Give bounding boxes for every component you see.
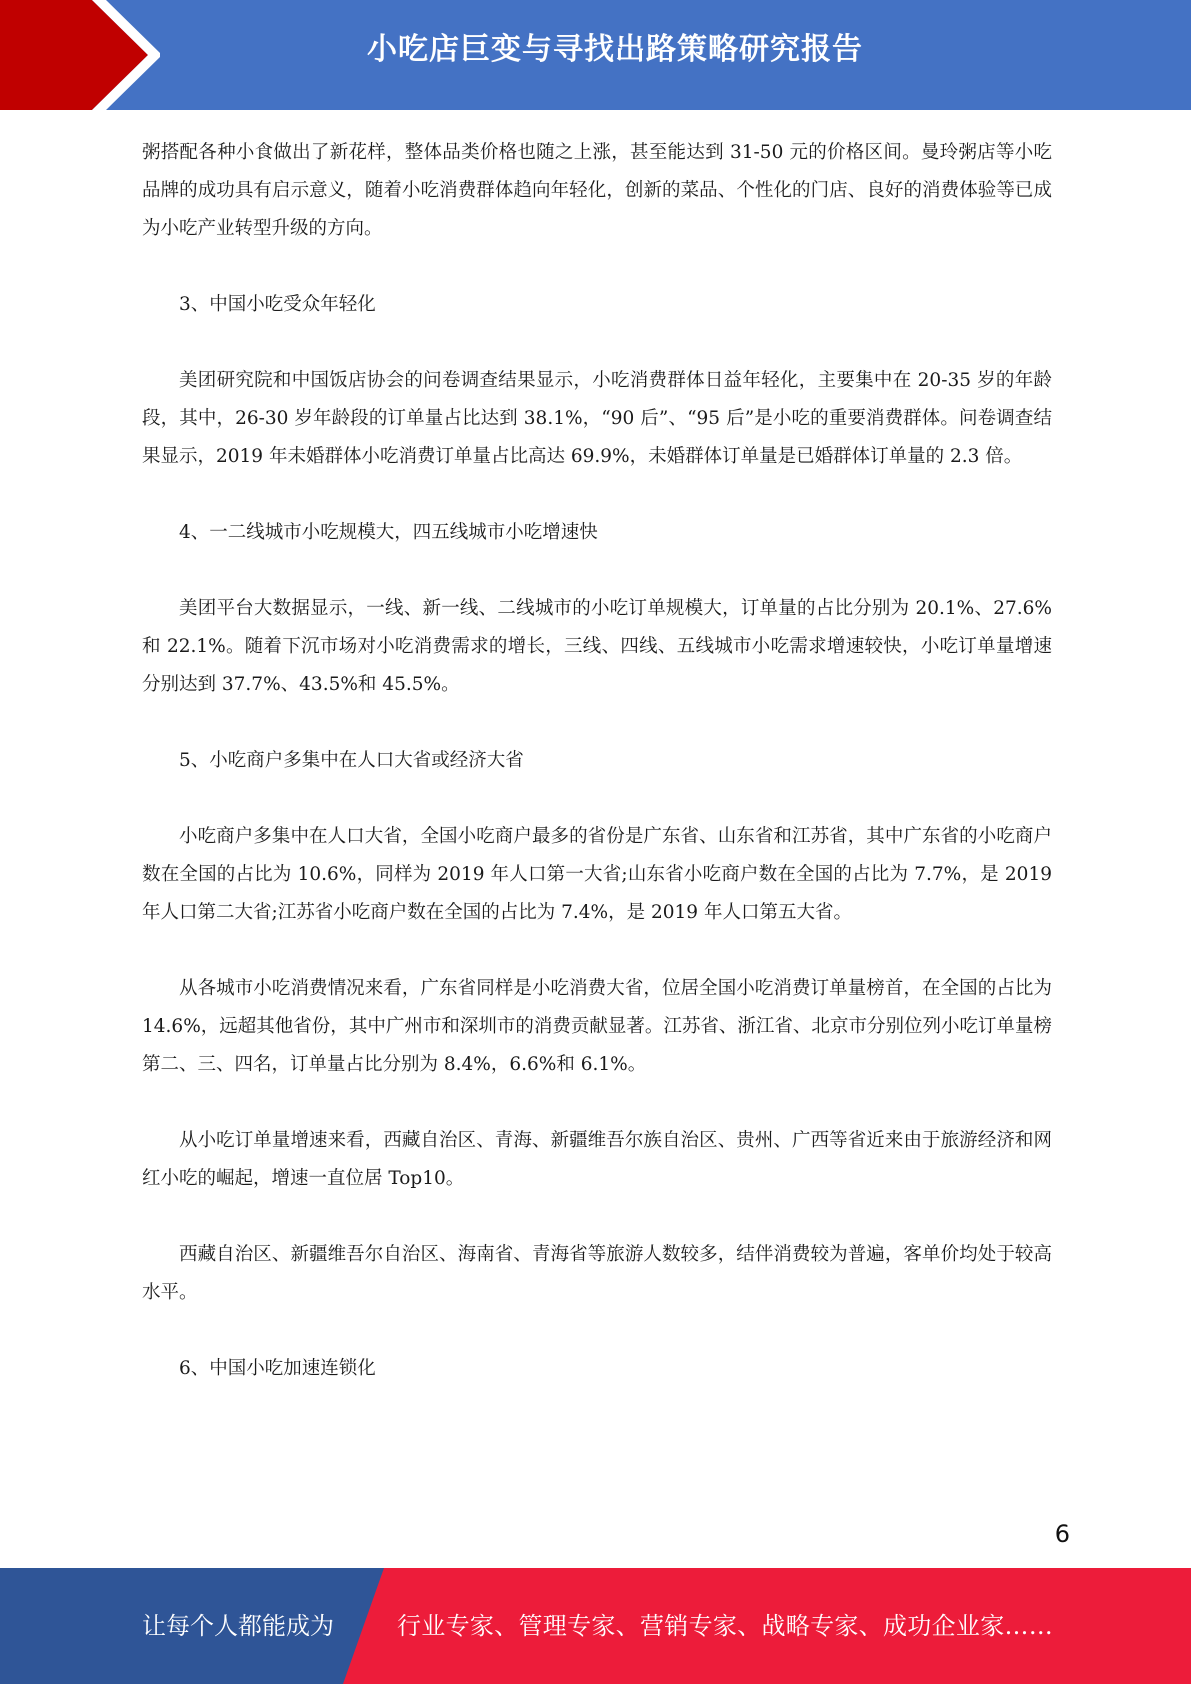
paragraph-continued: 粥搭配各种小食做出了新花样，整体品类价格也随之上涨，甚至能达到 31-50 元的价格区间。曼玲粥店等小吃品牌的成功具有启示意义，随着小吃消费群体趋向年轻化，创新的菜品、个性化的门店、良好的消费体验等已成为小吃产业转型升级的方向。	[142, 142, 1052, 239]
section-heading-6: 6、中国小吃加速连锁化	[179, 1358, 376, 1379]
section-heading-4: 4、一二线城市小吃规模大，四五线城市小吃增速快	[179, 522, 598, 543]
paragraph-4: 美团平台大数据显示，一线、新一线、二线城市的小吃订单规模大，订单量的占比分别为 20.1%、27.6%和 22.1%。随着下沉市场对小吃消费需求的增长，三线、四线、五线城市小吃需求增速较快，小吃订单量增速分别达到 37.7%、43.5%和 45.5%。	[142, 598, 1052, 695]
page-header	[0, 0, 1191, 110]
paragraph-5c: 从小吃订单量增速来看，西藏自治区、青海、新疆维吾尔族自治区、贵州、广西等省近来由于旅游经济和网红小吃的崛起，增速一直位居 Top10。	[142, 1130, 1052, 1189]
paragraph-5b: 从各城市小吃消费情况来看，广东省同样是小吃消费大省，位居全国小吃消费订单量榜首，在全国的占比为 14.6%，远超其他省份，其中广州市和深圳市的消费贡献显著。江苏省、浙江省、北京市分别位列小吃订单量榜第二、三、四名，订单量占比分别为 8.4%，6.6%和 6.1%。	[142, 978, 1052, 1075]
paragraph-3: 美团研究院和中国饭店协会的问卷调查结果显示，小吃消费群体日益年轻化，主要集中在 20-35 岁的年龄段，其中，26-30 岁年龄段的订单量占比达到 38.1%，“90 后”、“95 后”是小吃的重要消费群体。问卷调查结果显示，2019 年未婚群体小吃消费订单量占比高达 69.9%，未婚群体订单量是已婚群体订单量的 2.3 倍。	[142, 370, 1052, 467]
footer-slogan-left: 让每个人都能成为	[142, 1612, 334, 1640]
section-heading-3: 3、中国小吃受众年轻化	[179, 294, 376, 315]
paragraph-5d: 西藏自治区、新疆维吾尔自治区、海南省、青海省等旅游人数较多，结伴消费较为普遍，客单价均处于较高水平。	[142, 1244, 1052, 1303]
section-heading-5: 5、小吃商户多集中在人口大省或经济大省	[179, 750, 524, 771]
paragraph-5a: 小吃商户多集中在人口大省，全国小吃商户最多的省份是广东省、山东省和江苏省，其中广东省的小吃商户数在全国的占比为 10.6%，同样为 2019 年人口第一大省;山东省小吃商户数在全国的占比为 7.7%，是 2019 年人口第二大省;江苏省小吃商户数在全国的占比为 7.4%，是 2019 年人口第五大省。	[142, 826, 1052, 923]
page-number: 6	[1054, 1520, 1070, 1548]
footer-slogan-right: 行业专家、管理专家、营销专家、战略专家、成功企业家……	[397, 1612, 1054, 1640]
report-title: 小吃店巨变与寻找出路策略研究报告	[367, 32, 863, 67]
page-footer	[0, 1568, 1191, 1684]
document-body	[142, 134, 1052, 1388]
